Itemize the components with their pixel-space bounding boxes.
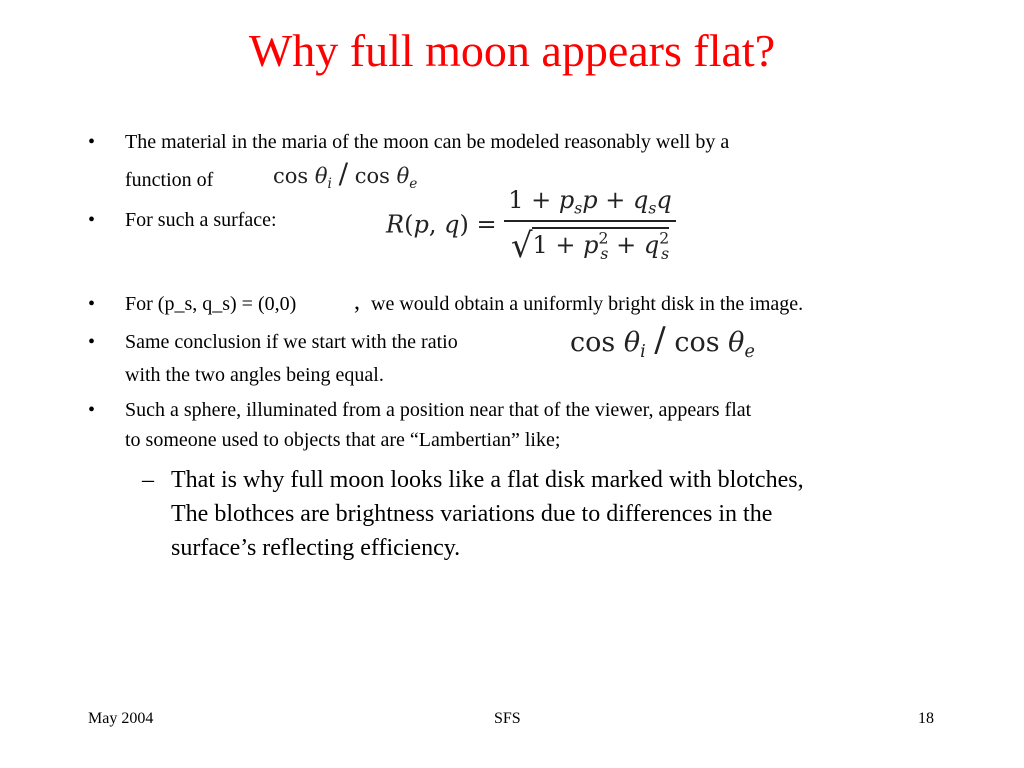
sub-bullet-dash: – <box>142 467 154 493</box>
bullet-1-line-1: The material in the maria of the moon can be modeled reasonably well by a <box>125 131 730 153</box>
bullet-1-line-2: function of <box>125 169 214 191</box>
bullet-4-line-2: with the two angles being equal. <box>125 364 384 386</box>
cos-ratio-formula-large: $\cos \theta_i$ / $\cos \theta_e$ <box>570 320 755 363</box>
bullet-dot: • <box>88 131 96 153</box>
bullet-2-text: For such a surface: <box>125 209 277 231</box>
bullet-3-comma: , <box>354 289 360 315</box>
bullet-dot: • <box>88 209 96 231</box>
sub-bullet-line-3: surface’s reflecting efficiency. <box>171 535 461 561</box>
bullet-5-line-1: Such a sphere, illuminated from a position near that of the viewer, appears flat <box>125 399 752 421</box>
sub-bullet-line-2: The blothces are brightness variations due to differences in the <box>171 501 773 527</box>
bullet-dot: • <box>88 331 96 353</box>
slide-title: Why full moon appears flat? <box>248 25 776 76</box>
bullet-dot: • <box>88 399 96 421</box>
bullet-3-part-b: we would obtain a uniformly bright disk in the image. <box>371 293 804 315</box>
reflectance-map-formula: R(p, q) = $\frac{1 + p_sp + q_sq}{√1 + p^2_s + q^2_s}$ <box>386 186 676 266</box>
cos-ratio-formula: $\cos \theta_i$ / $\cos \theta_e$ <box>273 157 418 192</box>
sub-bullet-line-1: That is why full moon looks like a flat disk marked with blotches, <box>171 467 804 493</box>
bullet-5-line-2: to someone used to objects that are “Lambertian” like; <box>125 429 561 451</box>
footer-page-number: 18 <box>918 710 934 727</box>
bullet-4-line-1: Same conclusion if we start with the ratio <box>125 331 458 353</box>
bullet-3-part-a: For (p_s, q_s) = (0,0) <box>125 293 297 315</box>
footer-title: SFS <box>494 710 521 727</box>
bullet-dot: • <box>88 293 96 315</box>
footer-date: May 2004 <box>88 710 154 727</box>
